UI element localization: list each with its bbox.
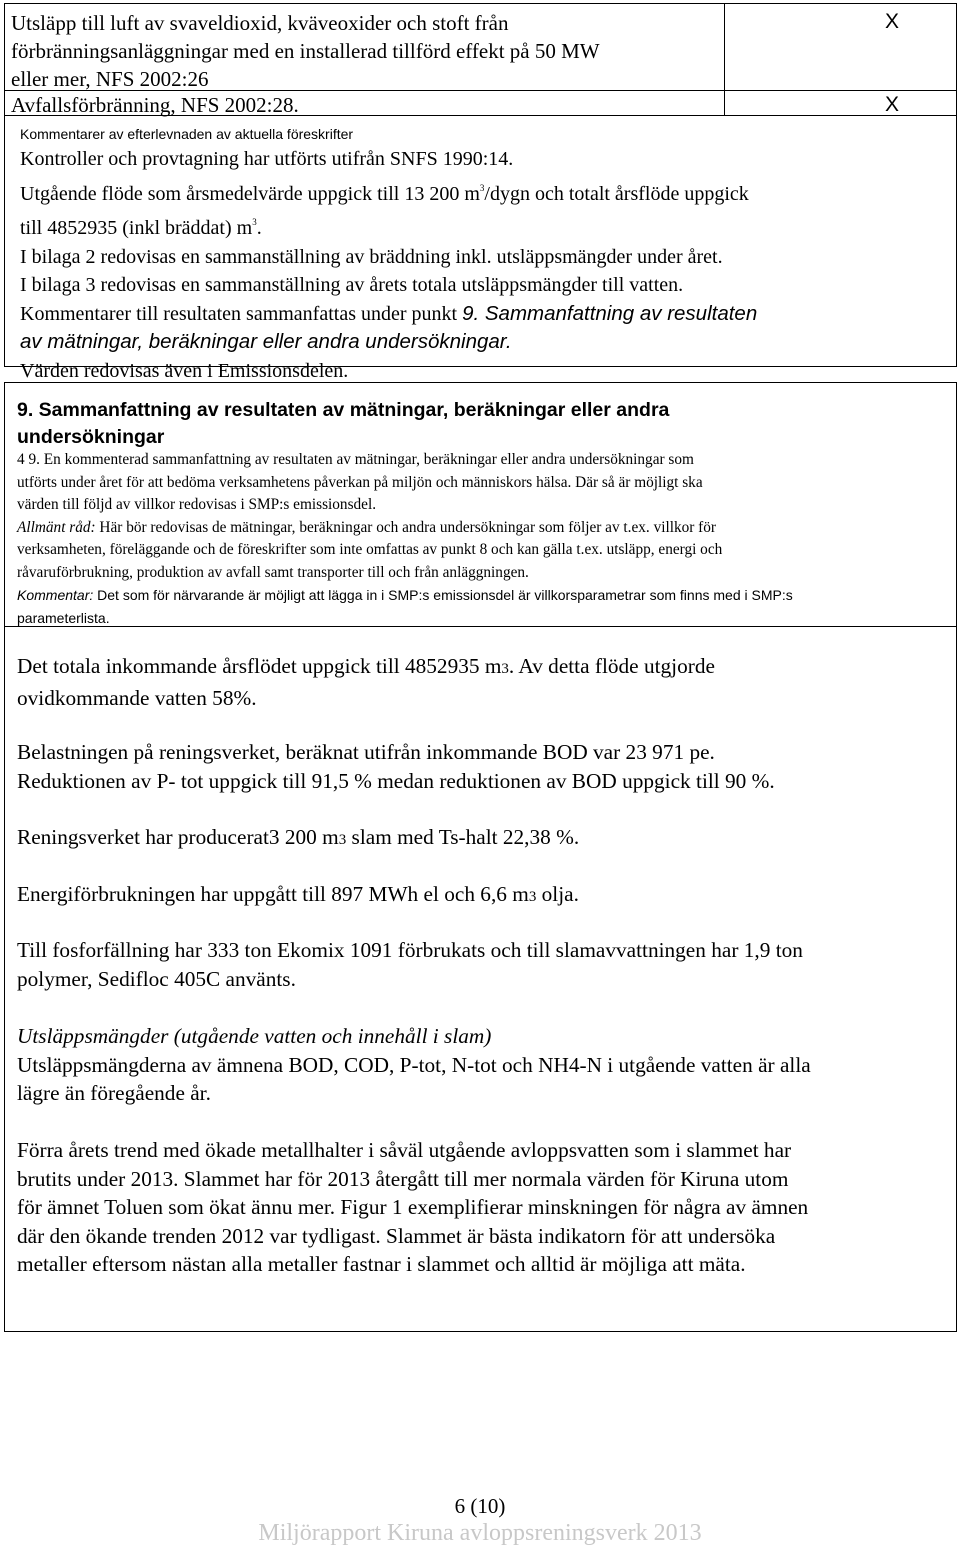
regulation-1-checkmark: X: [885, 10, 900, 33]
paragraph-inflow: Det totala inkommande årsflödet uppgick till 4852935 m3. Av detta flöde utgjorde ovidkommande vatten 58%.: [17, 654, 715, 710]
paragraph-metals: Förra årets trend med ökade metallhalter i såväl utgående avloppsvatten som i slammet har brutits under 2013. Slammet har för 2013 återgått till mer normala värden för Kiruna utom för ämnet Toluen som ökat ännu mer. Figur 1 exemplifierar minskningen för några av ämnen där den ökande trenden 2012 var tydligast. Slammet är bästa indikatorn för att undersöka metaller eftersom nästan alla metaller fastnar i slammet och alltid är möjliga att mäta.: [17, 1138, 809, 1276]
comment-line: I bilaga 2 redovisas en sammanställning av bräddning inkl. utsläppsmängder under året.: [20, 245, 723, 268]
regulations-table: [4, 3, 957, 382]
paragraph-load: Belastningen på reningsverket, beräknat utifrån inkommande BOD var 23 971 pe. Reduktionen av P- tot uppgick till 91,5 % medan reduktionen av BOD uppgick till 90 %.: [17, 740, 775, 793]
page-number: 6 (10): [454, 1494, 506, 1518]
comment-line: I bilaga 3 redovisas en sammanställning av årets totala utsläppsmängder till vatten.: [20, 274, 684, 296]
table-divider: [724, 4, 725, 115]
comment-line: Värden redovisas även i Emissionsdelen.: [20, 359, 349, 382]
regulation-nfs-2002-26: [11, 9, 600, 93]
comment-line: Kontroller och provtagning har utförts utifrån SNFS 1990:14.: [20, 148, 514, 170]
comment-line: till 4852935 (inkl bräddat) $m^3$.: [20, 217, 262, 239]
comment-body: [20, 145, 757, 385]
regulation-line: eller mer, NFS 2002:26: [11, 67, 209, 91]
paragraph-emissions: Utsläppsmängder (utgående vatten och innehåll i slam) Utsläppsmängderna av ämnena BOD, COD, P-tot, N-tot och NH4-N i utgående vatten är alla lägre än föregående år.: [17, 1024, 811, 1105]
comment-line: Kommentarer till resultaten sammanfattas under punkt 9. Sammanfattning av resultaten: [20, 301, 758, 325]
regulation-nfs-2002-28: Avfallsförbränning, NFS 2002:28.: [11, 93, 299, 117]
regulation-line: förbränningsanläggningar med en installerad tillförd effekt på 50 MW: [11, 39, 600, 63]
regulation-2-checkmark: X: [885, 93, 900, 116]
section-instructions: 4 9. En kommenterad sammanfattning av resultaten av mätningar, beräkningar eller andra undersökningar som utförts under året för att bedöma verksamhetens påverkan på miljön och människors hälsa. Där så är möjligt ska värden till följd av villkor redovisas i SMP:s emissionsdel. Allmänt råd: Här bör redovisas de mätningar, beräkningar och andra undersökningar som följer av t.ex. villkor för verksamheten, föreläggande och de föreskrifter som inte omfattas av punkt 8 och kan gälla t.ex. utsläpp, energi och råvaruförbrukning, produktion av avfall samt transporter till och från anläggningen. Kommentar: Det som för närvarande är möjligt att lägga in i SMP:s emissionsdel är villkorsparametrar som finns med i SMP:s parameterlista.: [17, 451, 793, 626]
paragraph-sludge: Reningsverket har producerat3 200 m3 slam med Ts-halt 22,38 %.: [17, 825, 580, 849]
emissions-heading: Utsläppsmängder (utgående vatten och innehåll i slam): [17, 1024, 492, 1048]
paragraph-energy: Energiförbrukningen har uppgått till 897 MWh el och 6,6 m3 olja.: [17, 882, 579, 906]
regulation-line: Utsläpp till luft av svaveldioxid, kväveoxider och stoft från: [11, 11, 509, 35]
comment-heading: Kommentarer av efterlevnaden av aktuella föreskrifter: [20, 126, 354, 142]
kommentar-note: Kommentar: Det som för närvarande är möjligt att lägga in i SMP:s emissionsdel är villkorsparametrar som finns med i SMP:s: [17, 587, 793, 603]
paragraph-chemicals: Till fosforfällning har 333 ton Ekomix 1091 förbrukats och till slamavvattningen har 1,9 ton polymer, Sedifloc 405C använts.: [17, 938, 803, 991]
comment-line: Utgående flöde som årsmedelvärde uppgick till 13 200 $m^3$/dygn och totalt årsflöde uppgick: [20, 182, 749, 205]
general-advice: Allmänt råd: Här bör redovisas de mätningar, beräkningar och andra undersökningar som följer av t.ex. villkor för: [17, 518, 717, 536]
results-text-box: [4, 626, 957, 1332]
comment-line: av mätningar, beräkningar eller andra undersökningar.: [20, 330, 512, 353]
section-title: 9. Sammanfattning av resultaten av mätningar, beräkningar eller andra undersökningar: [17, 399, 670, 448]
section-9-summary: [4, 382, 957, 626]
footer-title: Miljörapport Kiruna avloppsreningsverk 2013: [258, 1520, 702, 1546]
